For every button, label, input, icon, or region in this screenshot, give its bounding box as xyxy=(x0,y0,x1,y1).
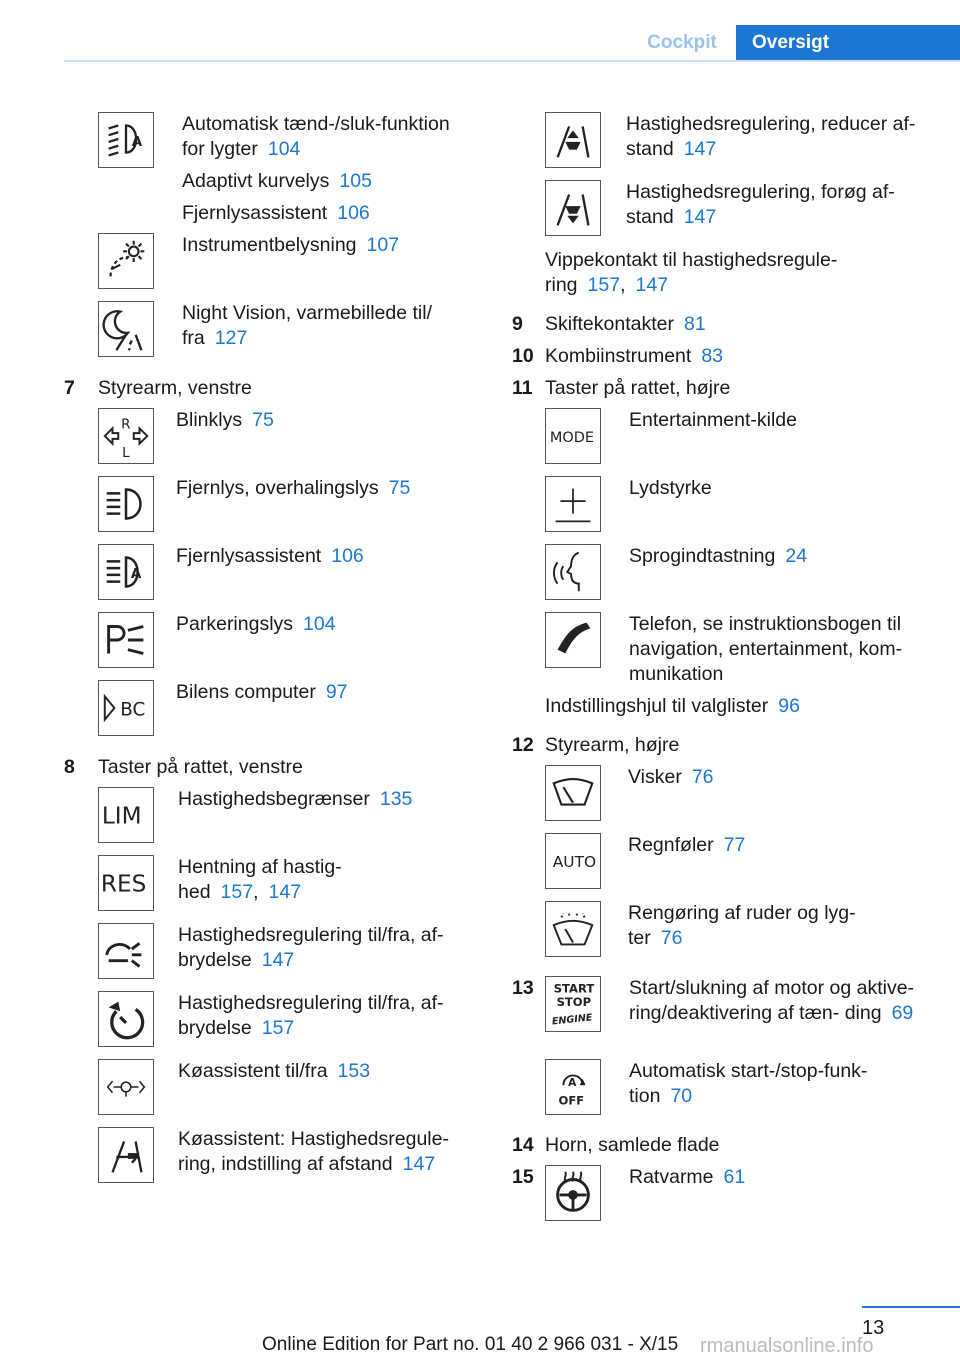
page-ref-link[interactable]: 106 xyxy=(331,545,364,567)
item-text: Regnføler xyxy=(628,834,714,856)
right-s11c xyxy=(629,544,807,569)
left-s8c xyxy=(178,923,468,973)
right-r1 xyxy=(626,112,936,162)
item-text: Hastighedsregulering til/fra, af- brydelse xyxy=(178,924,444,971)
page-ref-link[interactable]: 104 xyxy=(303,613,336,635)
item-text: Instrumentbelysning xyxy=(182,234,357,256)
icon-glyph: AUTO xyxy=(552,852,597,871)
tab-oversigt[interactable]: Oversigt xyxy=(736,25,960,61)
left-s7a xyxy=(176,408,274,433)
item-text: Automatisk tænd-/sluk-funktion for lygter xyxy=(182,113,450,160)
page-ref-link[interactable]: 77 xyxy=(723,834,746,856)
page-ref-link[interactable]: 157 xyxy=(220,881,254,903)
left-r4 xyxy=(182,233,399,258)
right-s14: Horn, samlede flade xyxy=(545,1134,720,1156)
auto-headlight-icon xyxy=(98,112,154,168)
item-text: Sprogindtastning xyxy=(629,545,776,567)
section-number: 12 xyxy=(512,734,534,756)
wiper-icon xyxy=(545,765,601,821)
item-text: Automatisk start-/stop-funk- tion xyxy=(629,1060,868,1107)
left-r1 xyxy=(182,112,472,162)
icon-glyph: STOP xyxy=(556,994,592,1009)
right-s13a xyxy=(629,976,939,1026)
page-ref-link[interactable]: 147 xyxy=(402,1153,436,1175)
icon-glyph: START xyxy=(553,981,595,996)
page-ref-link[interactable]: 147 xyxy=(268,881,302,903)
item-text: Køassistent til/fra xyxy=(178,1060,328,1082)
night-vision-icon xyxy=(98,301,154,357)
page-ref-link[interactable]: 96 xyxy=(778,695,800,717)
item-text: Night Vision, varmebillede til/ fra xyxy=(182,302,433,349)
item-text: Køassistent: Hastighedsregule- ring, indstilling af afstand xyxy=(178,1128,449,1175)
section-number: 7 xyxy=(64,377,75,399)
page-ref-link[interactable]: 127 xyxy=(214,327,248,349)
svg-text:A: A xyxy=(131,133,143,150)
item-text: Indstillingshjul til valglister xyxy=(545,695,769,717)
washer-icon xyxy=(545,901,601,957)
item-text: Fjernlys, overhalingslys xyxy=(176,477,379,499)
page-ref-link[interactable]: 147 xyxy=(683,206,717,228)
item-text: Hastighedsregulering til/fra, af- brydelse xyxy=(178,992,444,1039)
page-ref-link[interactable]: 97 xyxy=(325,681,348,703)
section-number: 10 xyxy=(512,345,534,367)
right-s11b: Lydstyrke xyxy=(629,477,712,499)
icon-glyph: ENGINE xyxy=(551,1012,594,1028)
edition-note: Online Edition for Part no. 01 40 2 966 031 - X/15 xyxy=(262,1334,679,1355)
page-ref-link[interactable]: 157 xyxy=(261,1017,295,1039)
section-title: Taster på rattet, højre xyxy=(545,377,731,399)
item-text: Parkeringslys xyxy=(176,613,294,635)
item-text: Start/slukning af motor og aktive- ring/deaktivering af tæn- ding xyxy=(629,977,915,1024)
right-s12c xyxy=(628,901,888,951)
distance-control-icon xyxy=(98,1127,154,1183)
turn-signal-icon xyxy=(98,408,154,464)
high-beam-assist-icon xyxy=(98,544,154,600)
page-ref-link[interactable]: 153 xyxy=(337,1060,371,1082)
left-s8b: Hentning af hastig- hed 157, 147 xyxy=(178,856,342,903)
page-ref-link[interactable]: 107 xyxy=(366,234,400,256)
item-text: Bilens computer xyxy=(176,681,316,703)
page-ref-link[interactable]: 147 xyxy=(261,949,295,971)
page-ref-link[interactable]: 147 xyxy=(683,138,717,160)
start-stop-button-icon xyxy=(545,976,601,1032)
volume-icon xyxy=(545,476,601,532)
left-r5 xyxy=(182,301,452,351)
section-number: 15 xyxy=(512,1166,534,1188)
right-s12b xyxy=(628,833,745,858)
left-s7e xyxy=(176,680,348,705)
item-text: Vippekontakt til hastighedsregule- ring xyxy=(545,249,838,296)
mode-button-icon xyxy=(545,408,601,464)
parking-light-icon xyxy=(98,612,154,668)
traffic-jam-assistant-icon xyxy=(98,1059,154,1115)
icon-glyph: L xyxy=(122,445,130,462)
increase-distance-icon xyxy=(545,180,601,236)
item-text: Adaptivt kurvelys xyxy=(182,170,330,192)
page-ref-link[interactable]: 106 xyxy=(337,202,370,224)
page-ref-link[interactable]: 157 xyxy=(587,274,621,296)
page-ref-link[interactable]: 75 xyxy=(388,477,411,499)
page-ref-link[interactable]: 75 xyxy=(252,409,274,431)
item-text: Fjernlysassistent xyxy=(182,202,328,224)
footer-divider xyxy=(862,1306,960,1308)
page-ref-link[interactable]: 147 xyxy=(635,274,669,296)
page-ref-link[interactable]: 61 xyxy=(723,1166,746,1188)
page-number: 13 xyxy=(862,1317,885,1339)
icon-glyph: RES xyxy=(100,871,147,898)
instrument-lighting-icon xyxy=(98,233,154,289)
voice-input-icon xyxy=(545,544,601,600)
page-ref-link[interactable]: 135 xyxy=(379,788,413,810)
rain-sensor-icon xyxy=(545,833,601,889)
tab-cockpit[interactable]: Cockpit xyxy=(647,32,717,53)
high-beam-icon xyxy=(98,476,154,532)
section-title: Styrearm, venstre xyxy=(98,377,252,399)
left-s7d xyxy=(176,612,336,637)
header-divider xyxy=(64,60,960,62)
res-button-icon xyxy=(98,855,154,911)
left-s7c xyxy=(176,544,364,569)
right-s13b xyxy=(629,1059,909,1109)
right-s11a: Entertainment-kilde xyxy=(629,409,797,431)
icon-glyph: OFF xyxy=(558,1093,585,1108)
icon-glyph: A xyxy=(568,1077,577,1090)
left-s8f xyxy=(178,1127,468,1177)
icon-glyph: LIM xyxy=(101,803,142,830)
right-s11e xyxy=(545,694,800,719)
watermark: rmanualsonline.info xyxy=(700,1335,874,1357)
item-text: Hastighedsbegrænser xyxy=(178,788,370,810)
auto-start-stop-off-icon xyxy=(545,1059,601,1115)
cruise-control-gauge-icon xyxy=(98,991,154,1047)
left-r3 xyxy=(182,201,370,226)
page-ref-link[interactable]: 76 xyxy=(660,927,683,949)
left-r2 xyxy=(182,169,372,194)
left-s8e xyxy=(178,1059,370,1084)
right-r3: Vippekontakt til hastighedsregule- ring 157, 147 xyxy=(545,249,838,296)
reduce-distance-icon xyxy=(545,112,601,168)
item-text: Blinklys xyxy=(176,409,243,431)
page-ref-link[interactable]: 69 xyxy=(891,1002,914,1024)
icon-glyph: A xyxy=(130,565,142,582)
right-r2 xyxy=(626,180,936,230)
item-text: Rengøring af ruder og lyg- ter xyxy=(628,902,856,949)
item-text: Skiftekontakter xyxy=(545,313,674,335)
right-s9 xyxy=(545,312,706,337)
right-s15 xyxy=(629,1165,745,1190)
page-ref-link[interactable]: 105 xyxy=(339,170,372,192)
page-ref-link[interactable]: 104 xyxy=(267,138,301,160)
item-text: Hastighedsregulering, forøg af- stand xyxy=(626,181,895,228)
page-ref-link[interactable]: 83 xyxy=(701,345,724,367)
right-s10 xyxy=(545,344,723,369)
section-number: 9 xyxy=(512,313,523,335)
icon-glyph: R xyxy=(121,416,131,433)
item-text: Hastighedsregulering, reducer af- stand xyxy=(626,113,916,160)
page-ref-link[interactable]: 24 xyxy=(785,545,808,567)
section-title: Styrearm, højre xyxy=(545,734,680,756)
left-s8d xyxy=(178,991,468,1041)
item-text: Hentning af hastig- hed xyxy=(178,856,342,903)
item-text: Kombiinstrument xyxy=(545,345,692,367)
steering-wheel-heating-icon xyxy=(545,1165,601,1221)
section-number: 13 xyxy=(512,977,534,999)
right-s12a xyxy=(628,765,714,790)
item-text: Fjernlysassistent xyxy=(176,545,322,567)
left-s8a xyxy=(178,787,412,812)
section-number: 14 xyxy=(512,1134,534,1156)
left-s7b xyxy=(176,476,410,501)
page-ref-link[interactable]: 70 xyxy=(670,1085,693,1107)
item-text: Visker xyxy=(628,766,682,788)
cruise-control-icon xyxy=(98,923,154,979)
icon-glyph: MODE xyxy=(549,429,594,446)
onboard-computer-icon xyxy=(98,680,154,736)
right-s11d: Telefon, se instruktionsbogen til navigation, entertainment, kom- munikation xyxy=(629,613,903,685)
phone-icon xyxy=(545,612,601,668)
icon-glyph: BC xyxy=(120,699,146,721)
item-text: Ratvarme xyxy=(629,1166,714,1188)
lim-button-icon xyxy=(98,787,154,843)
section-title: Taster på rattet, venstre xyxy=(98,756,303,778)
page-ref-link[interactable]: 76 xyxy=(691,766,714,788)
section-number: 11 xyxy=(512,377,533,399)
page-ref-link[interactable]: 81 xyxy=(683,313,706,335)
section-number: 8 xyxy=(64,756,75,778)
